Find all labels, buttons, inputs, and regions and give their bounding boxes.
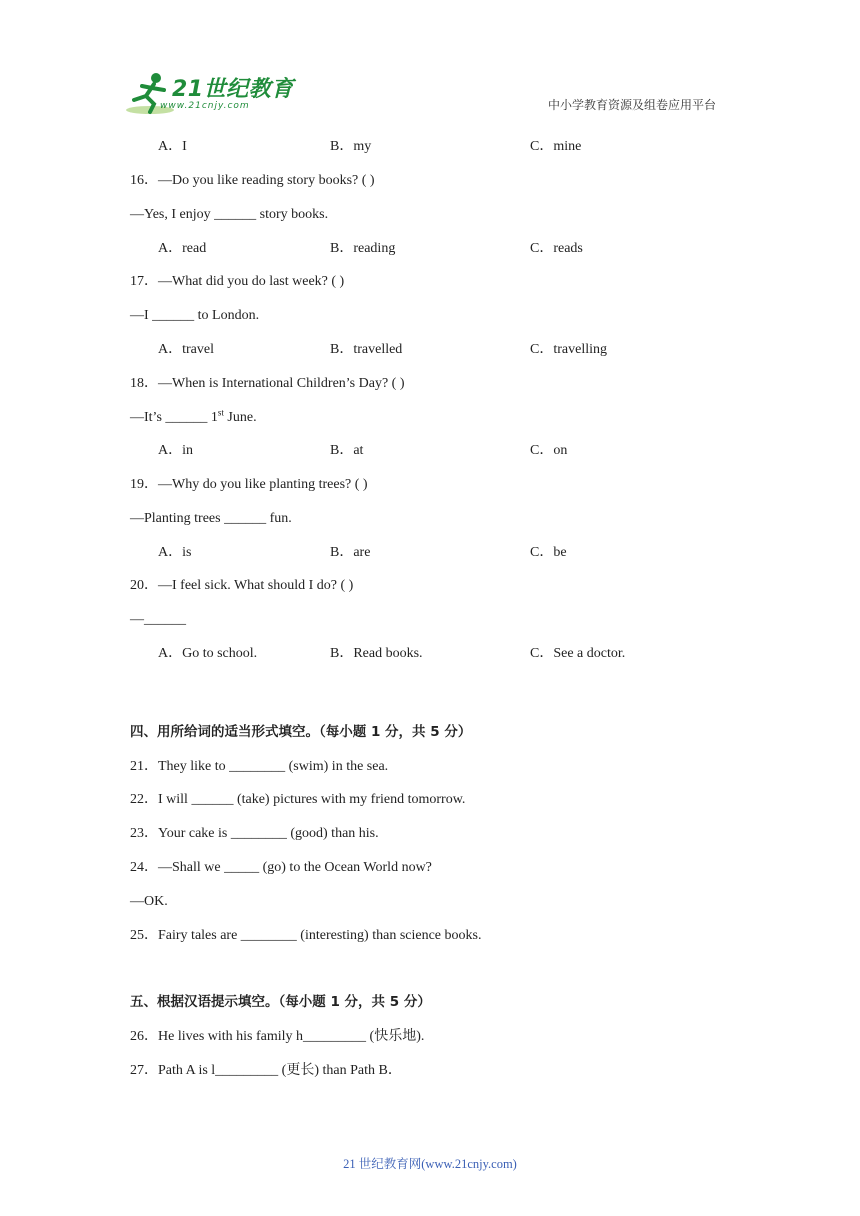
logo-url: www.21cnjy.com bbox=[160, 101, 250, 111]
q17-stem: 17．—What did you do last week? ( ) bbox=[130, 274, 345, 289]
q25-text: 25．Fairy tales are ________ (interesting) than science books. bbox=[130, 928, 482, 943]
q15-option-a: A．I bbox=[158, 139, 187, 154]
q18-reply-pre: —It’s ______ 1 bbox=[130, 410, 218, 425]
q16-stem: 16．—Do you like reading story books? ( ) bbox=[130, 173, 375, 188]
q18-stem: 18．—When is International Children’s Day? ( ) bbox=[130, 376, 405, 391]
q18-option-b: B．at bbox=[330, 443, 364, 458]
q16-option-b: B．reading bbox=[330, 241, 396, 256]
q18-reply-post: June. bbox=[223, 410, 257, 425]
q20-reply: —______ bbox=[130, 612, 186, 627]
q23-text: 23．Your cake is ________ (good) than his. bbox=[130, 826, 379, 841]
section-4-title: 四、用所给词的适当形式填空。（每小题 1 分，共 5 分） bbox=[130, 724, 472, 740]
q20-option-c: C．See a doctor. bbox=[530, 646, 626, 661]
q20-option-a: A．Go to school. bbox=[158, 646, 258, 661]
page-header bbox=[0, 0, 860, 130]
q16-option-c: C．reads bbox=[530, 241, 583, 256]
q15-option-b: B．my bbox=[330, 139, 372, 154]
q19-reply: —Planting trees ______ fun. bbox=[130, 511, 292, 526]
q21-text: 21．They like to ________ (swim) in the sea. bbox=[130, 759, 389, 774]
q24-reply: —OK. bbox=[130, 894, 168, 909]
q19-option-c: C．be bbox=[530, 545, 567, 560]
q17-reply: —I ______ to London. bbox=[130, 308, 260, 323]
q16-option-a: A．read bbox=[158, 241, 207, 256]
q19-option-a: A．is bbox=[158, 545, 192, 560]
section-5-title: 五、根据汉语提示填空。（每小题 1 分，共 5 分） bbox=[130, 994, 431, 1010]
footer-link[interactable]: 21 世纪教育网(www.21cnjy.com) bbox=[343, 1157, 517, 1171]
q19-stem: 19．—Why do you like planting trees? ( ) bbox=[130, 477, 368, 492]
q16-reply: —Yes, I enjoy ______ story books. bbox=[130, 207, 329, 222]
q18-option-a: A．in bbox=[158, 443, 193, 458]
q18-option-c: C．on bbox=[530, 443, 568, 458]
q22-text: 22．I will ______ (take) pictures with my friend tomorrow. bbox=[130, 792, 466, 807]
q17-option-c: C．travelling bbox=[530, 342, 607, 357]
q15-option-c: C．mine bbox=[530, 139, 582, 154]
q26-text: 26．He lives with his family h_________ (快乐地). bbox=[130, 1029, 425, 1044]
q17-option-b: B．travelled bbox=[330, 342, 403, 357]
logo-text: 21世纪教育 bbox=[172, 77, 294, 102]
q20-stem: 20．—I feel sick. What should I do? ( ) bbox=[130, 578, 354, 593]
platform-label: 中小学教育资源及组卷应用平台 bbox=[548, 98, 717, 112]
q24-text: 24．—Shall we _____ (go) to the Ocean World now? bbox=[130, 860, 432, 875]
q27-text: 27．Path A is l_________ (更长) than Path B． bbox=[130, 1063, 402, 1078]
q17-option-a: A．travel bbox=[158, 342, 214, 357]
q19-option-b: B．are bbox=[330, 545, 371, 560]
q18-reply-sup: st bbox=[217, 407, 224, 418]
q20-option-b: B．Read books. bbox=[330, 646, 423, 661]
q18-reply bbox=[130, 408, 257, 428]
